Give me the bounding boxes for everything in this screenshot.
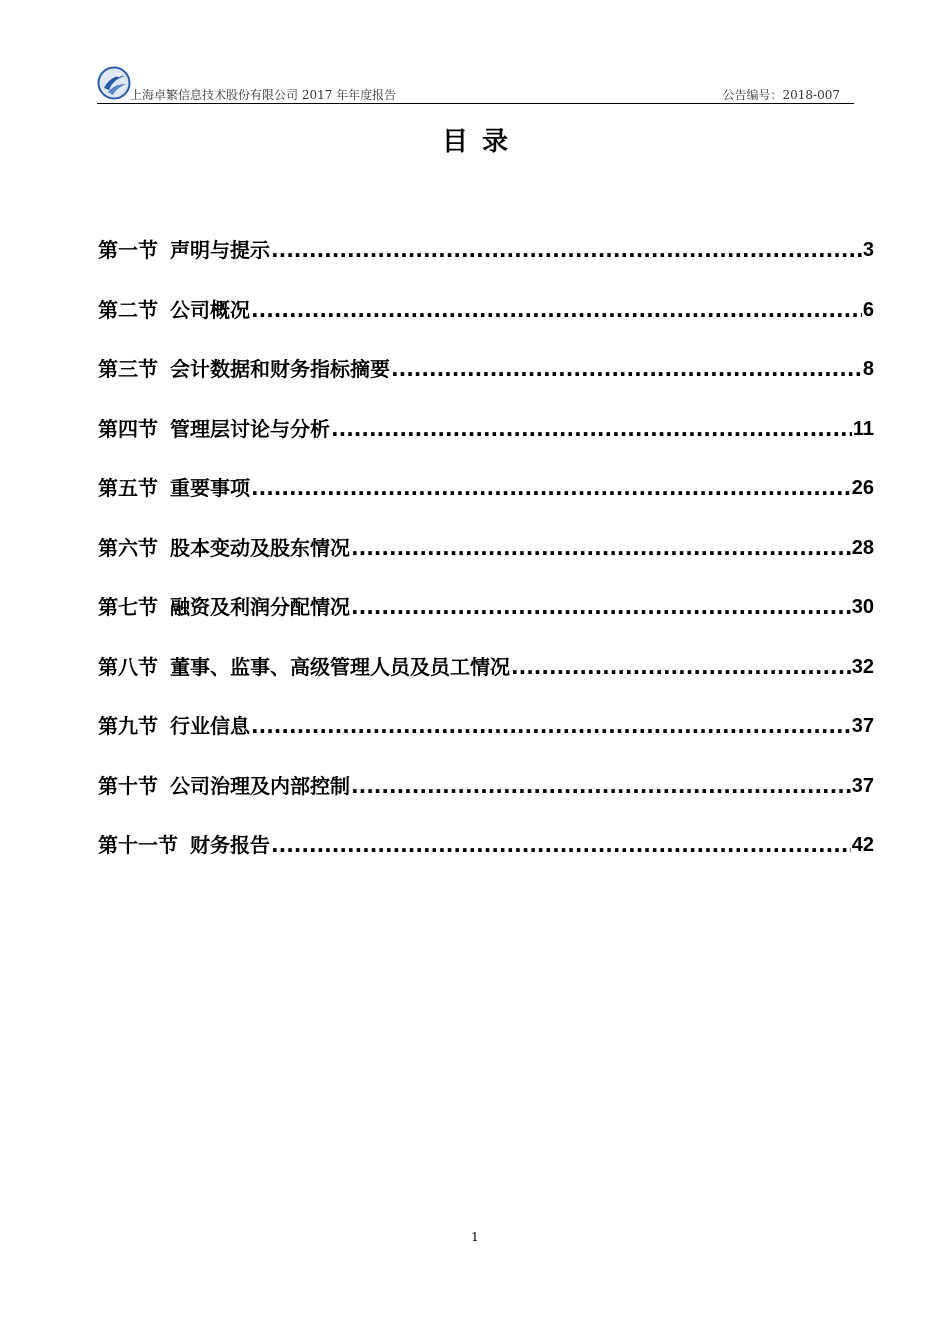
toc-section-number: 第九节 <box>98 714 158 738</box>
page-number: 1 <box>471 1230 479 1244</box>
toc-section-number: 第三节 <box>98 357 158 381</box>
toc-page-number: 28 <box>851 536 874 559</box>
toc-section-name: 公司概况 <box>170 297 250 322</box>
toc-entry[interactable] <box>98 681 874 741</box>
table-of-contents <box>98 236 874 859</box>
company-report-title: 上海卓繁信息技术股份有限公司 2017 年年度报告 <box>130 88 397 102</box>
toc-section-number: 第二节 <box>98 297 158 322</box>
toc-section-name: 董事、监事、高级管理人员及员工情况 <box>170 654 510 679</box>
toc-entry[interactable] <box>98 264 874 324</box>
toc-dot-leader <box>351 534 851 562</box>
toc-section-name: 公司治理及内部控制 <box>170 773 350 798</box>
toc-section-number: 第六节 <box>98 535 158 560</box>
toc-page-number: 11 <box>852 417 874 440</box>
toc-page-number: 42 <box>851 834 874 856</box>
toc-page-number: 30 <box>851 596 874 618</box>
toc-section-name: 重要事项 <box>170 476 250 500</box>
toc-dot-leader <box>271 236 862 264</box>
toc-section-number: 第一节 <box>98 238 158 262</box>
toc-dot-leader <box>251 474 851 502</box>
toc-section-number: 第四节 <box>98 416 158 441</box>
toc-title: 目录 <box>441 127 522 157</box>
toc-page-number: 6 <box>862 298 874 321</box>
header-divider <box>97 103 854 104</box>
toc-dot-leader <box>251 712 851 740</box>
toc-section-number: 第五节 <box>98 476 158 500</box>
toc-dot-leader <box>351 772 851 800</box>
toc-dot-leader <box>251 296 862 324</box>
toc-entry[interactable] <box>98 324 874 384</box>
toc-page-number: 37 <box>851 774 874 797</box>
toc-dot-leader <box>511 653 851 681</box>
toc-entry[interactable] <box>98 236 874 264</box>
toc-section-number: 第八节 <box>98 654 158 679</box>
toc-section-name: 股本变动及股东情况 <box>170 535 350 560</box>
toc-entry[interactable] <box>98 502 874 562</box>
toc-dot-leader <box>351 593 851 621</box>
toc-page-number: 32 <box>851 655 874 678</box>
toc-entry[interactable] <box>98 740 874 800</box>
toc-entry[interactable] <box>98 443 874 503</box>
toc-section-name: 声明与提示 <box>170 238 270 262</box>
toc-entry[interactable] <box>98 621 874 681</box>
toc-entry[interactable] <box>98 800 874 860</box>
toc-entry[interactable] <box>98 562 874 622</box>
toc-page-number: 3 <box>862 239 874 261</box>
toc-section-name: 管理层讨论与分析 <box>170 416 330 441</box>
toc-page-number: 26 <box>851 477 874 499</box>
notice-number: 公告编号：2018-007 <box>722 88 840 102</box>
toc-section-name: 融资及利润分配情况 <box>170 595 350 619</box>
toc-section-name: 会计数据和财务指标摘要 <box>170 357 390 381</box>
toc-dot-leader <box>391 355 862 383</box>
toc-page-number: 37 <box>851 715 874 737</box>
toc-section-name: 行业信息 <box>170 714 250 738</box>
toc-dot-leader <box>331 415 852 443</box>
toc-section-name: 财务报告 <box>190 833 270 857</box>
page-header <box>97 66 854 104</box>
toc-page-number: 8 <box>862 358 874 380</box>
toc-dot-leader <box>271 831 851 859</box>
toc-section-number: 第十节 <box>98 773 158 798</box>
toc-section-number: 第十一节 <box>98 833 178 857</box>
toc-entry[interactable] <box>98 383 874 443</box>
company-logo-icon <box>97 66 131 100</box>
toc-section-number: 第七节 <box>98 595 158 619</box>
